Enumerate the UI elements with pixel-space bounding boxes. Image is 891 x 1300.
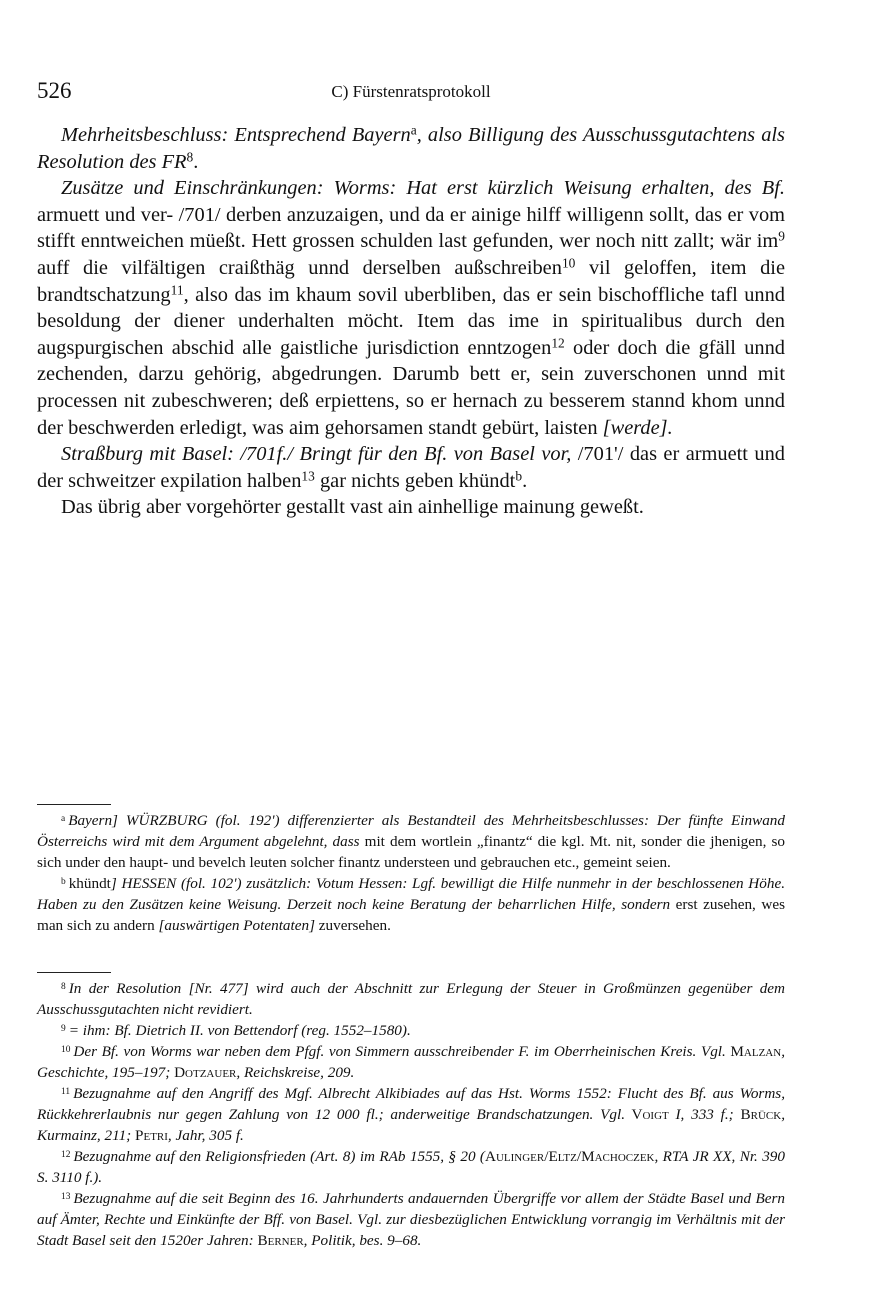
note-ref-8: 8: [186, 148, 194, 164]
textual-note-a: [37, 810, 785, 873]
author-name: Malzan: [725, 1043, 782, 1060]
commentary-note-10: [37, 1041, 785, 1083]
commentary-note-13: [37, 1188, 785, 1251]
text-italic: Zusätze und Einschränkungen: Worms: Hat erst kürzlich Weisung erhalten, des Bf.: [61, 177, 785, 200]
author-name: Brück: [733, 1106, 782, 1123]
text: Das übrig aber vorgehörter gestallt vast ain ainhellige mainung geweßt.: [61, 496, 644, 519]
text-italic: Bezugnahme auf den Religionsfrieden (Art. 8) im RAb 1555, § 20 (: [73, 1148, 485, 1165]
text: zuversehen.: [314, 917, 391, 934]
commentary-notes: [37, 978, 785, 1251]
note-ref-9: 9: [778, 228, 785, 244]
text-italic: Mehrheitsbeschluss: Entsprechend Bayern: [61, 124, 411, 146]
main-text: [37, 122, 785, 521]
text-italic: Bezugnahme auf den Angriff des Mgf. Albrecht Alkibiades auf das Hst. Worms 1552: Flucht des Bf. aus Worms, Rückkehrerlaubnis nur gegen Zahlung von 12 000 fl.; anderweitige Brandschatzungen. Vgl.: [37, 1085, 785, 1123]
author-name: Aulinger/Eltz/Machoczek: [484, 1148, 655, 1165]
page-number: 526: [37, 78, 72, 103]
author-name: Dotzauer: [170, 1064, 237, 1081]
commentary-note-9: [37, 1020, 785, 1041]
text-italic: , Reichskreise, 209.: [236, 1064, 355, 1081]
note-mark: 12: [61, 1149, 71, 1160]
text-italic: Straßburg mit Basel: /701f./ Bringt für den Bf. von Basel vor,: [61, 443, 572, 466]
author-name: Voigt: [625, 1106, 669, 1123]
text-italic: Der Bf. von Worms war neben dem Pfgf. von Simmern ausschreibender F. im Oberrheinischen Kreis. Vgl.: [73, 1043, 726, 1060]
textual-note-b: [37, 873, 785, 936]
paragraph-majority-decision: [37, 122, 785, 175]
text: .: [522, 469, 528, 492]
note-mark: b: [61, 876, 66, 887]
text: armuett und ver- /701/ derben anzuzaigen, und da er ainige hilff willigenn sollt, das er vom stifft enntweichen müeßt. Hett grossen schulden last gefunden, wer noch nitt zallt; wär im: [37, 203, 785, 253]
commentary-note-8: [37, 978, 785, 1020]
text: auff die vilfältigen craißthäg unnd derselben außschreiben: [37, 256, 562, 279]
text: khündt: [68, 875, 111, 892]
text: gar nichts geben khündt: [314, 469, 516, 492]
footnote-rule: [37, 972, 111, 973]
text-italic: I, 333 f.;: [668, 1106, 734, 1123]
text-italic: Bayern] WÜRZBURG (fol. 192') differenzierter als Bestandteil des Mehrheitsbeschlusses: Der fünfte Einwand Österreichs wird mit dem Argument abgelehnt, dass: [37, 812, 785, 850]
note-ref-13: 13: [301, 468, 315, 483]
text-italic: ] HESSEN (fol. 102') zusätzlich: Votum Hessen: Lgf. bewilligt die Hilfe nunmehr in der beschlossenen Höhe. Haben zu den Zusätzen keine Weisung. Derzeit noch keine Beratung der beharrlichen Hilfe, sondern: [37, 875, 785, 913]
text-italic: , Jahr, 305 f.: [167, 1127, 244, 1144]
text: mit dem wortlein „finantz“ die kgl. Mt. nit, sonder die jhenigen, so sich under den haupt- und bevelch leuten solcher finantz understeen und gebrauchen etc., gemeint seien.: [37, 833, 785, 871]
author-name: Petri: [131, 1127, 168, 1144]
text: /701'/ das er armuett und der schweitzer expilation halben: [37, 443, 785, 492]
author-name: Berner: [253, 1232, 304, 1249]
commentary-note-11: [37, 1083, 785, 1146]
text-italic: , also Billigung des Ausschussgutachtens als Resolution des FR: [37, 124, 785, 173]
paragraph-rest: [37, 494, 785, 521]
note-ref-10: 10: [561, 255, 576, 271]
note-mark: 8: [61, 981, 66, 992]
note-mark: 11: [61, 1086, 71, 1097]
text-italic: [werde].: [602, 416, 673, 439]
note-mark: a: [61, 813, 66, 824]
note-ref-12: 12: [551, 335, 565, 351]
text: .: [193, 150, 199, 173]
note-mark: 10: [61, 1044, 71, 1055]
text: erst zusehen, wes man sich zu andern: [37, 896, 786, 934]
note-ref-b: b: [515, 468, 523, 483]
text-italic: , RTA JR XX, Nr. 390 S. 3110 f.).: [37, 1148, 785, 1186]
page-header: [37, 78, 785, 108]
note-mark: 9: [61, 1023, 66, 1034]
text-italic: [auswärtigen Potentaten]: [158, 917, 315, 934]
paragraph-strassburg: [37, 441, 785, 494]
text-italic: In der Resolution [Nr. 477] wird auch der Abschnitt zur Erlegung der Steuer in Großmünzen gegenüber dem Ausschussgutachten nicht revidiert.: [37, 980, 785, 1018]
textual-notes: [37, 810, 785, 936]
footnote-rule: [37, 804, 111, 805]
note-ref-a: a: [410, 122, 417, 138]
running-title: C) Fürstenratsprotokoll: [331, 82, 491, 101]
text-italic: Bezugnahme auf die seit Beginn des 16. Jahrhunderts andauernden Übergriffe vor allem der Städte Basel und Bern auf Ämter, Rechte und Einkünfte der Bff. von Basel. Vgl. zur diesbezüglichen Entwicklung vorrangig im Verhältnis mit der Stadt Basel seit den 1520er Jahren:: [37, 1190, 785, 1249]
commentary-note-12: [37, 1146, 785, 1188]
note-mark: 13: [61, 1191, 71, 1202]
text: oder doch die gfäll unnd zechenden, darzu gehörig, abgedrungen. Darumb bett er, sein zuverschonen unnd mit processen nit zubeschweren; deß erpiettens, so er hernach zu besserem stannd khom unnd der beschwerden erledigt, was aim gehorsamen standt gebürt, laisten: [37, 336, 785, 439]
text: vil geloffen, item die brandtschatzung: [37, 256, 786, 306]
text: , also das im khaum sovil uberbliben, das er sein bischoffliche tafl unnd besoldung der diener underhalten möcht. Item das ime in spiritualibus durch den augspurgischen abschid alle gaistliche jurisdiction enntzogen: [37, 283, 785, 359]
text-italic: = ihm: Bf. Dietrich II. von Bettendorf (reg. 1552–1580).: [68, 1022, 411, 1039]
paragraph-worms: [37, 175, 785, 441]
note-ref-11: 11: [170, 281, 184, 297]
text-italic: , Geschichte, 195–197;: [37, 1043, 785, 1081]
text-italic: , Politik, bes. 9–68.: [303, 1232, 422, 1249]
text-italic: , Kurmainz, 211;: [37, 1106, 785, 1144]
